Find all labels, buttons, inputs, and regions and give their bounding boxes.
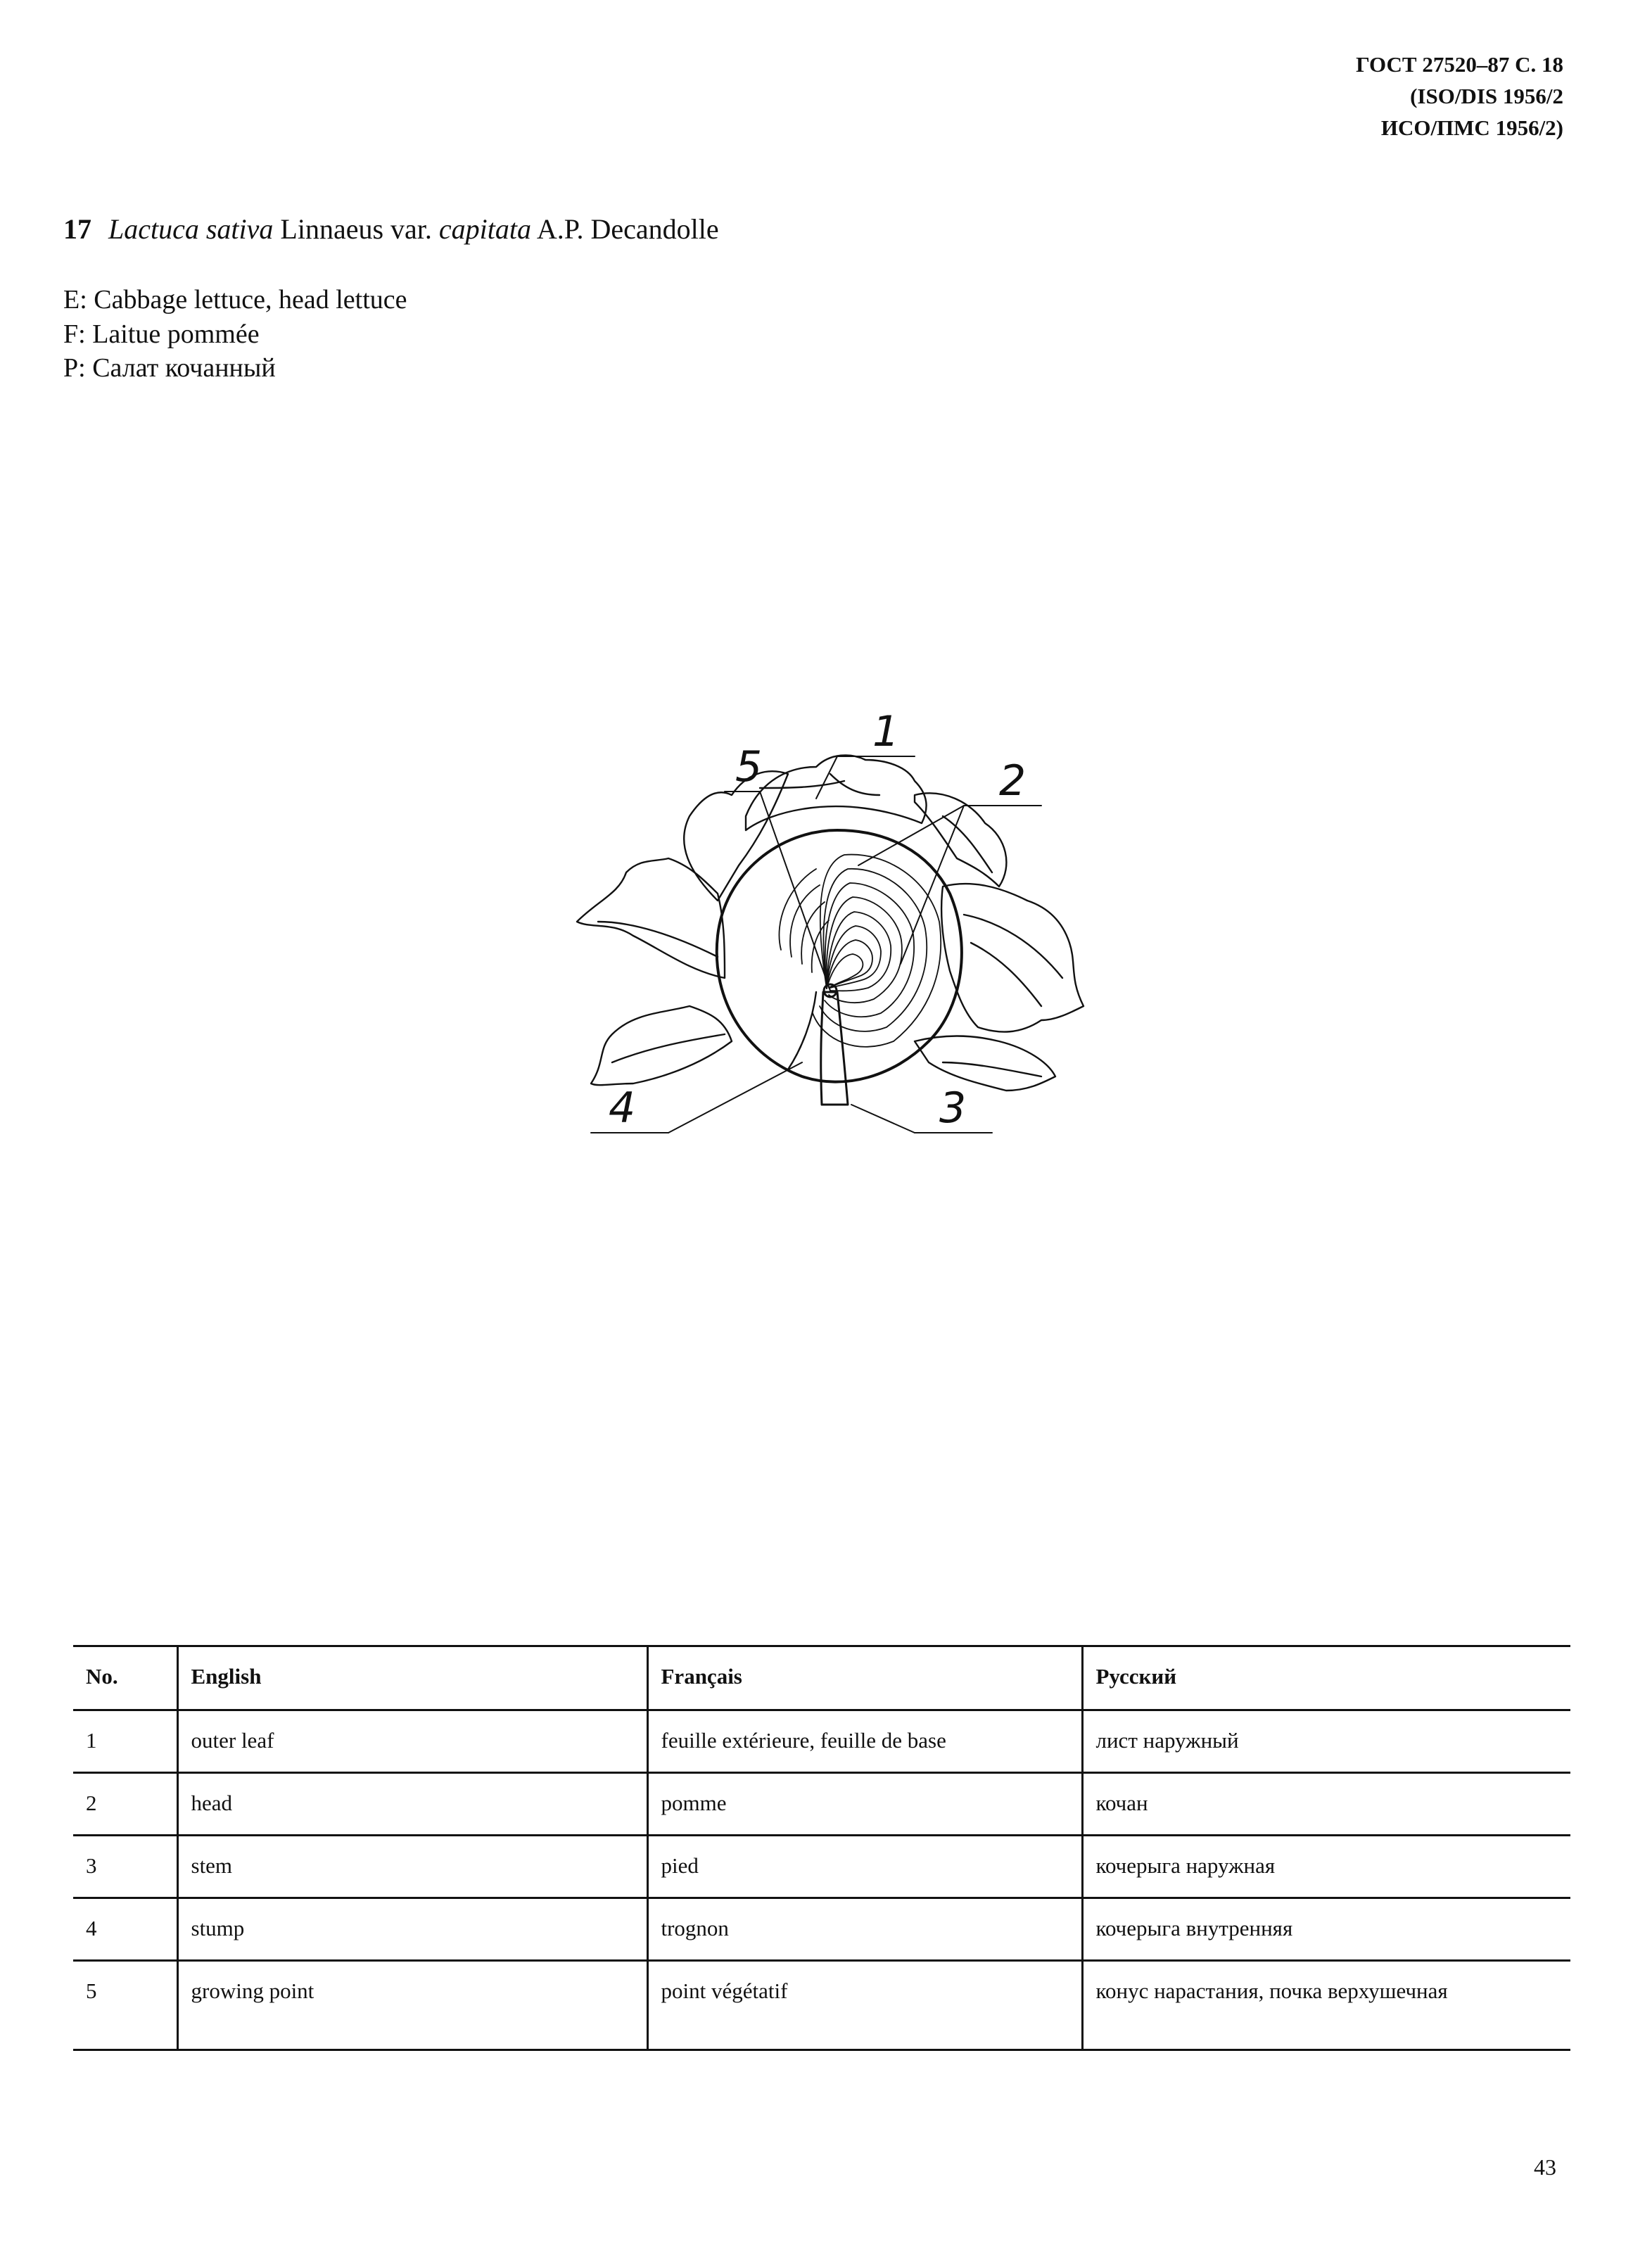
head-outline [717, 830, 962, 1082]
lettuce-illustration [549, 711, 1126, 1189]
cell-russian: кочерыга наружная [1082, 1836, 1570, 1898]
table-row [73, 1773, 1570, 1836]
terminology-table [73, 1645, 1570, 2051]
cell-french: point végétatif [647, 1961, 1082, 2050]
cell-number: 1 [73, 1710, 177, 1773]
cell-number: 4 [73, 1898, 177, 1961]
table-row [73, 1961, 1570, 2050]
lettuce-drawing [549, 711, 1126, 1189]
species-variety-author: A.P. Decandolle [536, 213, 719, 245]
common-name-russian: P: Салат кочанный [63, 353, 276, 383]
cell-russian: кочерыга внутренняя [1082, 1898, 1570, 1961]
cell-english: outer leaf [177, 1710, 647, 1773]
table-header-row [73, 1646, 1570, 1710]
species-author: Linnaeus var. [280, 213, 432, 245]
cell-number: 5 [73, 1961, 177, 2050]
cell-number: 3 [73, 1836, 177, 1898]
callout-3: 3 [939, 1084, 967, 1133]
cell-french: feuille extérieure, feuille de base [647, 1710, 1082, 1773]
common-name-english: E: Cabbage lettuce, head lettuce [63, 285, 407, 314]
table-row [73, 1710, 1570, 1773]
column-header-english: English [177, 1646, 647, 1710]
common-names [63, 283, 407, 386]
cell-number: 2 [73, 1773, 177, 1836]
column-header-number: No. [73, 1646, 177, 1710]
document-header [1356, 49, 1563, 144]
iso-reference: (ISO/DIS 1956/2 [1410, 83, 1563, 108]
callout-1: 1 [872, 711, 900, 756]
head-layers [779, 855, 941, 1047]
cell-russian: лист наружный [1082, 1710, 1570, 1773]
outer-leaf-lower-left [591, 1006, 732, 1085]
species-variety: capitata [438, 213, 532, 245]
callout-2: 2 [999, 756, 1027, 806]
cell-french: pied [647, 1836, 1082, 1898]
outer-leaf-left [577, 858, 725, 978]
species-title [63, 212, 719, 246]
table-row [73, 1836, 1570, 1898]
cell-french: trognon [647, 1898, 1082, 1961]
column-header-russian: Русский [1082, 1646, 1570, 1710]
column-header-french: Français [647, 1646, 1082, 1710]
callout-4: 4 [609, 1084, 636, 1133]
cell-english: growing point [177, 1961, 647, 2050]
outer-leaf-top [746, 755, 927, 830]
outer-leaf-lower-right [915, 1036, 1055, 1091]
cell-russian: конус нарастания, почка верхушечная [1082, 1961, 1570, 2050]
cell-english: head [177, 1773, 647, 1836]
table-row [73, 1898, 1570, 1961]
cell-english: stem [177, 1836, 647, 1898]
cell-english: stump [177, 1898, 647, 1961]
page-number: 43 [1534, 2154, 1556, 2180]
cell-french: pomme [647, 1773, 1082, 1836]
cell-russian: кочан [1082, 1773, 1570, 1836]
standard-code: ГОСТ 27520–87 С. 18 [1356, 52, 1563, 77]
species-number: 17 [63, 213, 91, 245]
callout-5: 5 [735, 742, 763, 792]
species-genus: Lactuca sativa [108, 213, 274, 245]
common-name-french: F: Laitue pommée [63, 319, 260, 349]
iso-reference-ru: ИСО/ПМС 1956/2) [1380, 115, 1563, 140]
